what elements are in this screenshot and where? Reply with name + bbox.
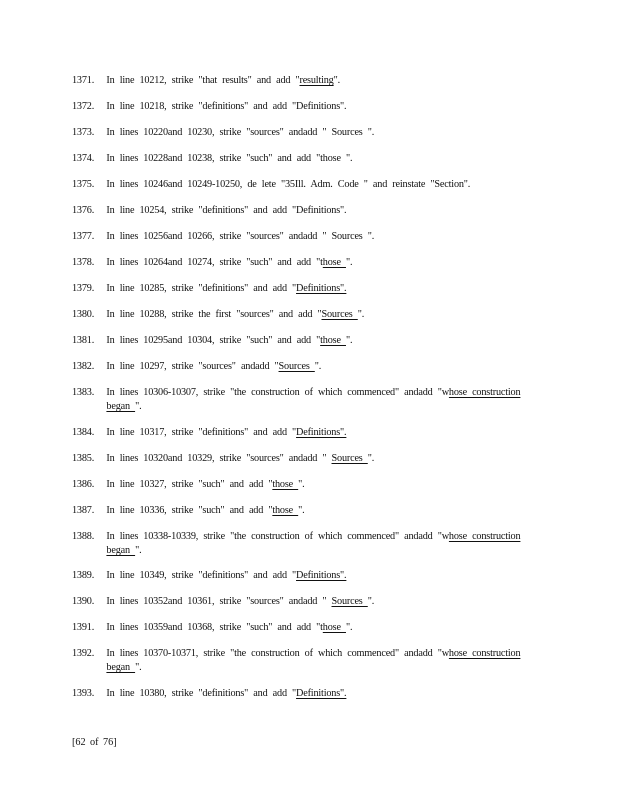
item-text bbox=[106, 451, 534, 465]
item-text-inserted: Sources bbox=[278, 360, 315, 372]
item-text bbox=[106, 594, 534, 608]
item-text-main: In lines 10246and 10249-10250, de lete "35Ill. Adm. Code " and reinstate "Section". bbox=[106, 178, 471, 190]
item-number: 1384. bbox=[72, 426, 95, 438]
item-number: 1390. bbox=[72, 595, 95, 607]
item-text bbox=[106, 620, 534, 634]
item-text-main: In lines 10359and 10368, strike "such" and add "t bbox=[106, 621, 323, 633]
item-text-tail: ". bbox=[367, 452, 375, 464]
item-text-main: In lines 10320and 10329, strike "sources" andadd " bbox=[106, 452, 332, 464]
item-text bbox=[106, 99, 534, 113]
item-text-tail: ". bbox=[345, 621, 353, 633]
item-number: 1391. bbox=[72, 621, 95, 633]
item-text-inserted: hose bbox=[322, 621, 346, 633]
item-text-inserted: Sources bbox=[321, 308, 358, 320]
item-number: 1380. bbox=[72, 308, 95, 320]
item-text-inserted: Definitions". bbox=[296, 426, 347, 438]
item-number: 1382. bbox=[72, 360, 95, 372]
item-text-main: In lines 10352and 10361, strike "sources" andadd " bbox=[106, 595, 332, 607]
item-text-inserted: Sources bbox=[331, 595, 368, 607]
item-text-inserted: Definitions". bbox=[296, 569, 347, 581]
item-text-main: In line 10336, strike "such" and add " bbox=[106, 504, 273, 516]
item-text-main: In line 10380, strike "definitions" and add " bbox=[106, 687, 297, 699]
item-text bbox=[106, 503, 534, 517]
item-text-main: In line 10327, strike "such" and add " bbox=[106, 478, 273, 490]
item-text bbox=[106, 333, 534, 347]
item-text-inserted: Definitions". bbox=[296, 282, 347, 294]
item-number: 1378. bbox=[72, 256, 95, 268]
item-text-main: In line 10218, strike "definitions" and add "Definitions". bbox=[106, 100, 347, 112]
item-number: 1374. bbox=[72, 152, 95, 164]
item-text-main: In line 10297, strike "sources" andadd " bbox=[106, 360, 279, 372]
item-number: 1373. bbox=[72, 126, 95, 138]
item-text-main: In line 10212, strike "that results" and add " bbox=[106, 74, 300, 86]
item-text-tail: ". bbox=[333, 74, 340, 86]
item-number: 1388. bbox=[72, 530, 95, 542]
item-number: 1379. bbox=[72, 282, 95, 294]
item-text bbox=[106, 307, 534, 321]
item-text-main: In line 10285, strike "definitions" and add " bbox=[106, 282, 297, 294]
item-text bbox=[106, 529, 534, 557]
item-text-tail: ". bbox=[135, 544, 142, 556]
item-text-main: In line 10349, strike "definitions" and add " bbox=[106, 569, 297, 581]
item-text bbox=[106, 151, 534, 165]
item-text bbox=[106, 229, 534, 243]
item-number: 1371. bbox=[72, 74, 95, 86]
item-text-tail: ". bbox=[298, 478, 305, 490]
item-text-inserted: those bbox=[272, 504, 299, 516]
item-text-tail: ". bbox=[135, 400, 142, 412]
item-text-tail: ". bbox=[314, 360, 322, 372]
item-text-inserted: Definitions". bbox=[296, 687, 347, 699]
item-text-tail: ". bbox=[367, 595, 375, 607]
item-text bbox=[106, 385, 534, 413]
item-text bbox=[106, 359, 534, 373]
item-text bbox=[106, 125, 534, 139]
item-text bbox=[106, 646, 534, 674]
item-text bbox=[106, 425, 534, 439]
item-text-inserted: Sources bbox=[331, 452, 368, 464]
item-text bbox=[106, 73, 534, 87]
item-text-inserted: hose bbox=[322, 256, 346, 268]
item-text-main: In lines 10295and 10304, strike "such" and add " bbox=[106, 334, 321, 346]
item-text-main: In lines 10306-10307, strike "the construction of which commenced" andadd "w bbox=[106, 386, 449, 398]
item-text bbox=[106, 477, 534, 491]
item-text-main: In line 10317, strike "definitions" and add " bbox=[106, 426, 297, 438]
item-text-tail: ". bbox=[345, 256, 353, 268]
item-text bbox=[106, 177, 534, 191]
item-number: 1372. bbox=[72, 100, 95, 112]
item-text-main: In lines 10256and 10266, strike "sources" andadd " Sources ". bbox=[106, 230, 375, 242]
item-number: 1377. bbox=[72, 230, 95, 242]
item-text bbox=[106, 255, 534, 269]
item-number: 1389. bbox=[72, 569, 95, 581]
item-text-inserted: hose construction began bbox=[106, 530, 521, 556]
item-text-main: In lines 10228and 10238, strike "such" and add "those ". bbox=[106, 152, 353, 164]
item-text-inserted: hose construction began bbox=[106, 386, 521, 412]
item-text-main: In lines 10220and 10230, strike "sources" andadd " Sources ". bbox=[106, 126, 375, 138]
item-number: 1385. bbox=[72, 452, 95, 464]
item-text-main: In line 10288, strike the first "sources" and add " bbox=[106, 308, 322, 320]
item-number: 1376. bbox=[72, 204, 95, 216]
item-text-inserted: hose construction began bbox=[106, 647, 521, 673]
item-text-tail: ". bbox=[357, 308, 365, 320]
item-text bbox=[106, 568, 534, 582]
item-number: 1375. bbox=[72, 178, 95, 190]
item-number: 1387. bbox=[72, 504, 95, 516]
item-text-main: In lines 10338-10339, strike "the construction of which commenced" andadd "w bbox=[106, 530, 449, 542]
item-text-tail: ". bbox=[135, 661, 142, 673]
item-text-tail: ". bbox=[345, 334, 353, 346]
item-number: 1392. bbox=[72, 647, 95, 659]
item-text-main: In line 10254, strike "definitions" and add "Definitions". bbox=[106, 204, 347, 216]
item-number: 1386. bbox=[72, 478, 95, 490]
item-text-inserted: those bbox=[320, 334, 346, 346]
item-number: 1393. bbox=[72, 687, 95, 699]
item-number: 1383. bbox=[72, 386, 95, 398]
item-text bbox=[106, 686, 534, 700]
item-text-main: In lines 10264and 10274, strike "such" and add "t bbox=[106, 256, 323, 268]
item-text bbox=[106, 203, 534, 217]
item-text bbox=[106, 281, 534, 295]
item-text-tail: ". bbox=[298, 504, 305, 516]
page-footer: [62 of 76] bbox=[72, 736, 117, 748]
item-text-main: In lines 10370-10371, strike "the construction of which commenced" andadd "w bbox=[106, 647, 449, 659]
item-text-inserted: resulting bbox=[299, 74, 334, 86]
item-number: 1381. bbox=[72, 334, 95, 346]
item-text-inserted: those bbox=[272, 478, 299, 490]
